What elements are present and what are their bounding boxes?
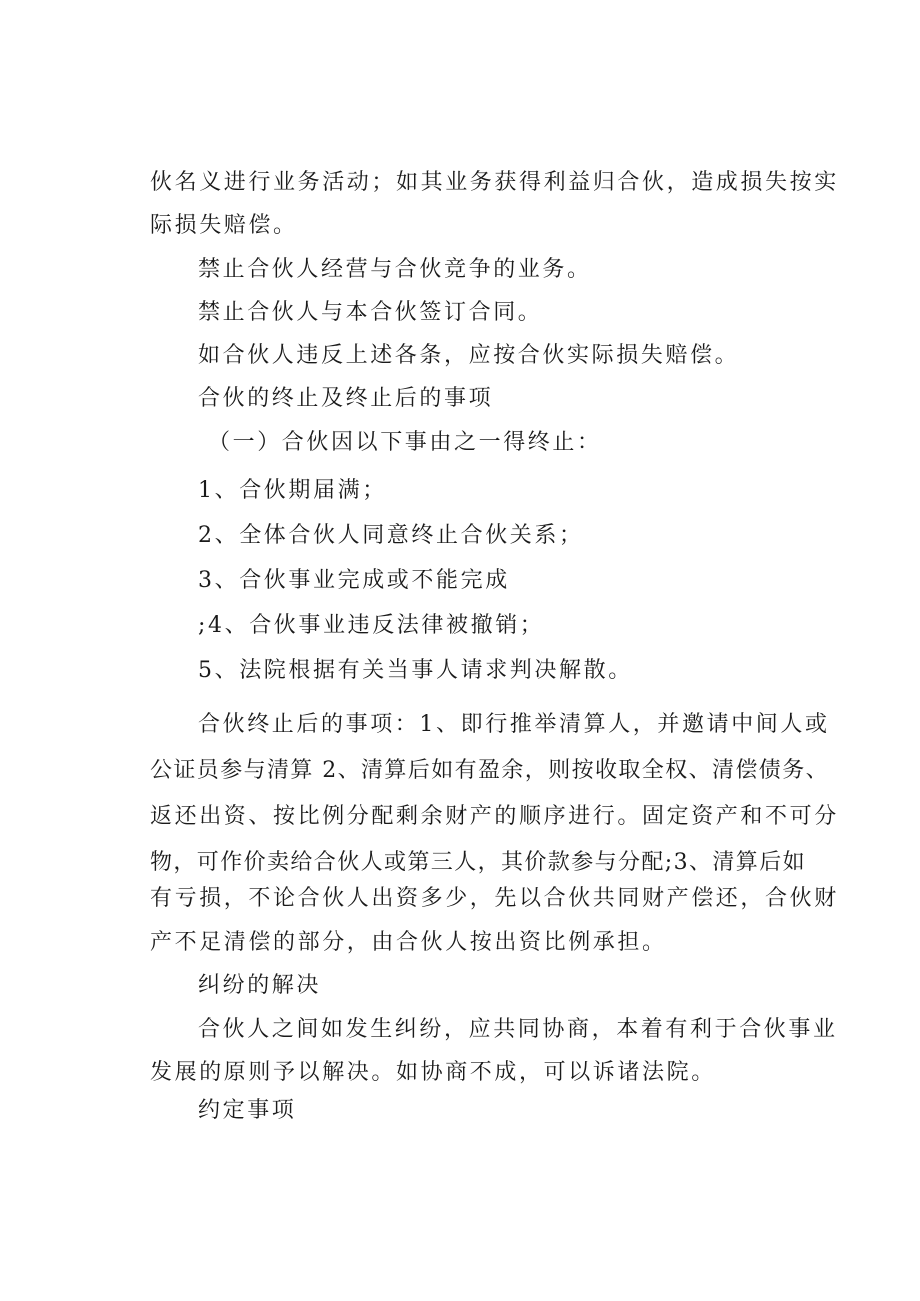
- after-termination-line-3: 返还出资、按比例分配剩余财产的顺序进行。固定资产和不可分: [150, 804, 839, 829]
- section-heading-dispute: 纠纷的解决: [198, 973, 322, 998]
- after-termination-line-1: 合伙终止后的事项：1、即行推举清算人，并邀请中间人或: [198, 712, 830, 737]
- after-termination-line-6: 产不足清偿的部分，由合伙人按出资比例承担。: [150, 930, 667, 955]
- dispute-line-2: 发展的原则予以解决。如协商不成，可以诉诸法院。: [150, 1060, 716, 1085]
- dispute-line-1: 合伙人之间如发生纠纷，应共同协商，本着有利于合伙事业: [198, 1017, 838, 1042]
- termination-item-5: 5、法院根据有关当事人请求判决解散。: [198, 658, 633, 683]
- rule-violation-compensation: 如合伙人违反上述各条，应按合伙实际损失赔偿。: [198, 343, 740, 368]
- rule-no-contract: 禁止合伙人与本合伙签订合同。: [198, 300, 543, 325]
- after-termination-line-5: 有亏损，不论合伙人出资多少，先以合伙共同财产偿还，合伙财: [150, 886, 839, 911]
- termination-item-4: ;4、合伙事业违反法律被撤销；: [198, 613, 545, 638]
- after-termination-line-2: 公证员参与清算 2、清算后如有盈余，则按收取全权、清偿债务、: [150, 758, 829, 783]
- termination-intro: （一）合伙因以下事由之一得终止：: [208, 430, 602, 455]
- paragraph-continuation-line-2: 际损失赔偿。: [150, 213, 298, 238]
- section-heading-agreement: 约定事项: [198, 1098, 297, 1123]
- after-termination-line-4: 物，可作价卖给合伙人或第三人，其价款参与分配;3、清算后如: [150, 850, 807, 875]
- rule-no-competition: 禁止合伙人经营与合伙竞争的业务。: [198, 257, 592, 282]
- termination-item-2: 2、全体合伙人同意终止合伙关系；: [198, 523, 584, 548]
- termination-item-1: 1、合伙期届满；: [198, 478, 387, 503]
- section-heading-termination: 合伙的终止及终止后的事项: [198, 386, 494, 411]
- termination-item-3: 3、合伙事业完成或不能完成: [198, 568, 510, 593]
- paragraph-continuation-line-1: 伙名义进行业务活动；如其业务获得利益归合伙，造成损失按实: [150, 170, 839, 195]
